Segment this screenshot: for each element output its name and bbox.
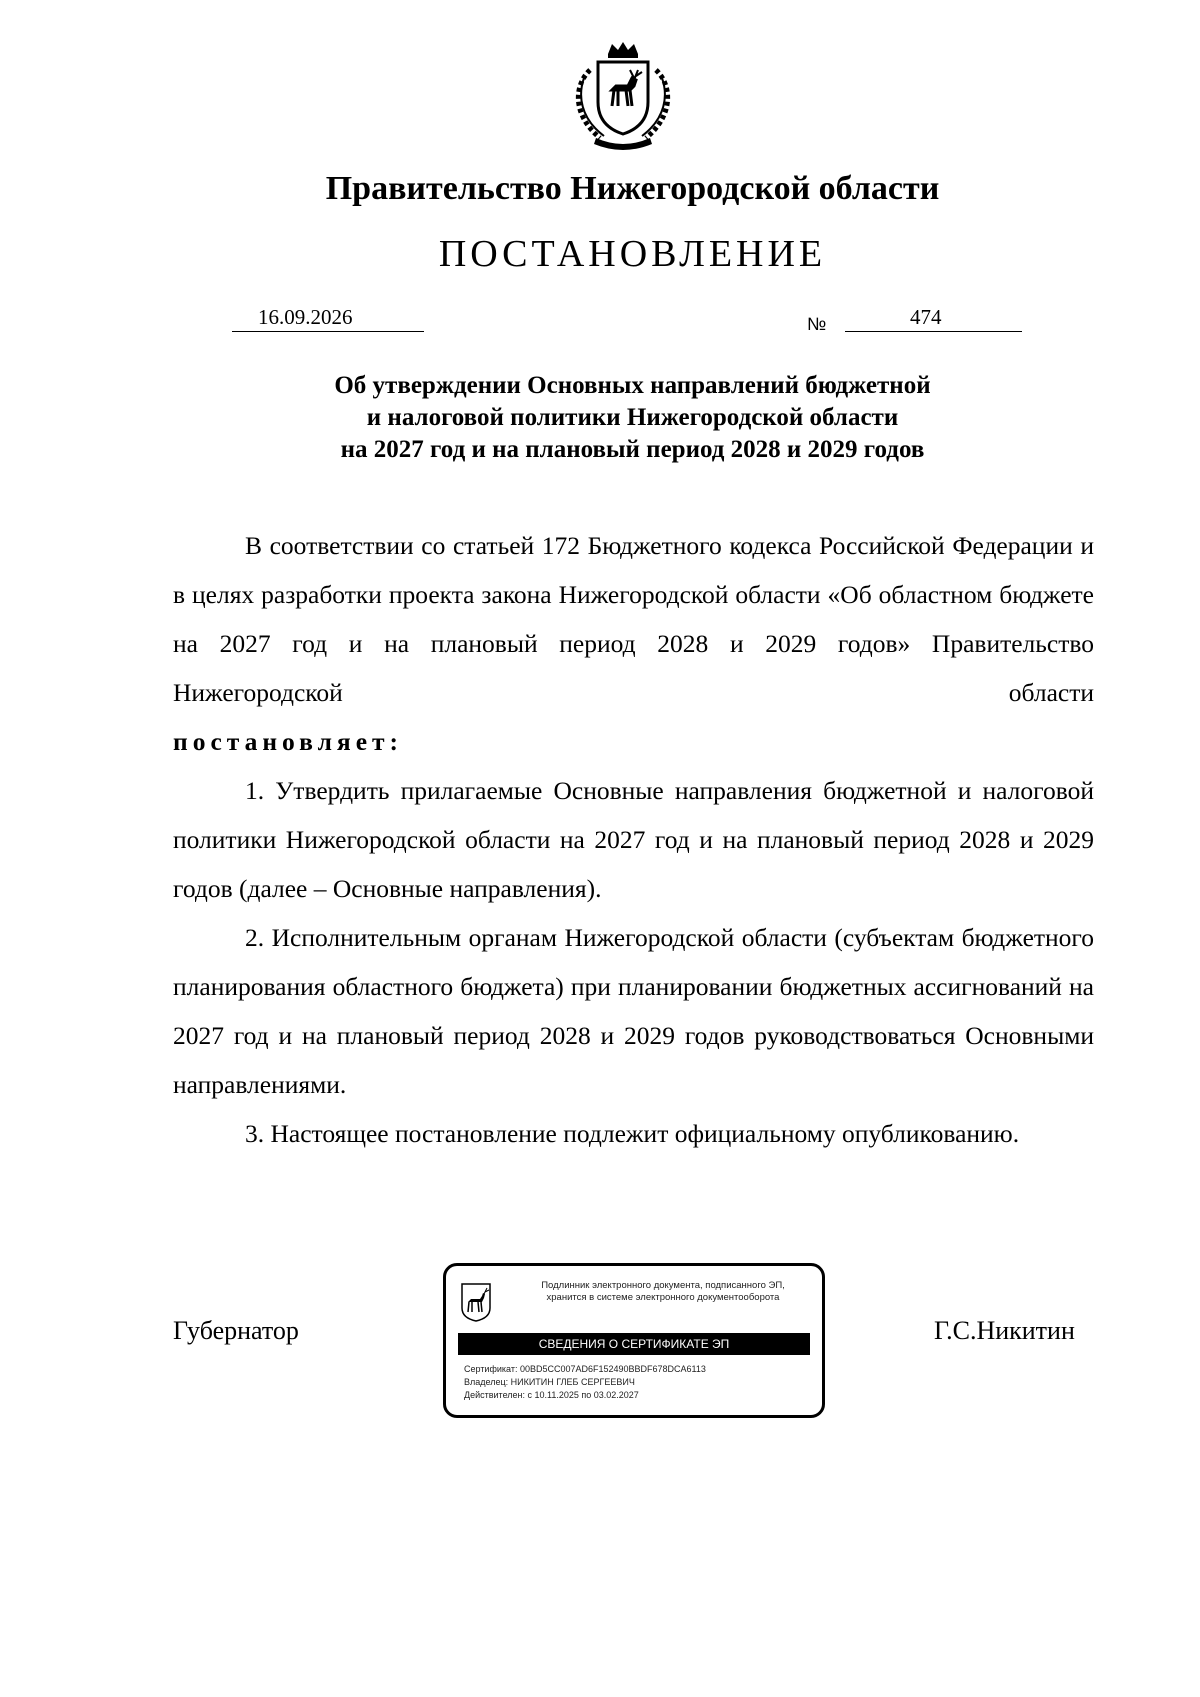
- document-number: 474: [910, 305, 942, 329]
- subject-line: и налоговой политики Нижегородской области: [366, 404, 899, 431]
- coat-of-arms-icon: [560, 40, 686, 152]
- document-body: [173, 521, 1094, 1158]
- document-date: 16.09.2026: [258, 305, 353, 329]
- stamp-title-bar: СВЕДЕНИЯ О СЕРТИФИКАТЕ ЭП: [458, 1333, 810, 1355]
- deer-emblem-icon: [460, 1282, 492, 1322]
- date-underline: [232, 331, 424, 332]
- item-2-paragraph: 2. Исполнительным органам Нижегородской области (субъектам бюджетного планирования областного бюджета) при планировании бюджетных ассигнований на 2027 год и на плановый период 2028 и 2029 годов руководствоваться Основными направлениями.: [173, 923, 1094, 1099]
- item-3-paragraph: 3. Настоящее постановление подлежит официальному опубликованию.: [245, 1119, 1020, 1148]
- number-underline: [845, 331, 1022, 332]
- document-subject: [0, 370, 1200, 466]
- subject-line: на 2027 год и на плановый период 2028 и 2029 годов: [340, 436, 925, 463]
- signer-name: Г.С.Никитин: [934, 1316, 1075, 1345]
- stamp-header-line: Подлинник электронного документа, подписанного ЭП,: [541, 1280, 785, 1291]
- government-title: Правительство Нижегородской области: [325, 170, 940, 207]
- stamp-validity: Действителен: с 10.11.2025 по 03.02.2027: [464, 1390, 639, 1400]
- stamp-header: [508, 1280, 818, 1304]
- electronic-signature-stamp: [443, 1263, 825, 1418]
- item-1-paragraph: 1. Утвердить прилагаемые Основные направления бюджетной и налоговой политики Нижегородской области на 2027 год и на плановый период 2028 и 2029 годов (далее – Основные направления).: [173, 776, 1094, 903]
- subject-line: Об утверждении Основных направлений бюджетной: [334, 372, 931, 399]
- number-sign: №: [807, 314, 827, 334]
- stamp-header-line: хранится в системе электронного документооборота: [546, 1292, 780, 1303]
- decision-word: постановляет:: [173, 727, 404, 756]
- stamp-owner: Владелец: НИКИТИН ГЛЕБ СЕРГЕЕВИЧ: [464, 1377, 635, 1387]
- preamble-paragraph: В соответствии со статьей 172 Бюджетного кодекса Российской Федерации и в целях разработки проекта закона Нижегородской области «Об областном бюджете на 2027 год и на плановый период 2028 и 2029 годов» Правительство Нижегородской области: [173, 531, 1094, 707]
- stamp-certificate: Сертификат: 00BD5CC007AD6F152490BBDF678DCA6113: [464, 1364, 706, 1374]
- document-type: ПОСТАНОВЛЕНИЕ: [438, 233, 827, 275]
- signer-position: Губернатор: [173, 1316, 299, 1345]
